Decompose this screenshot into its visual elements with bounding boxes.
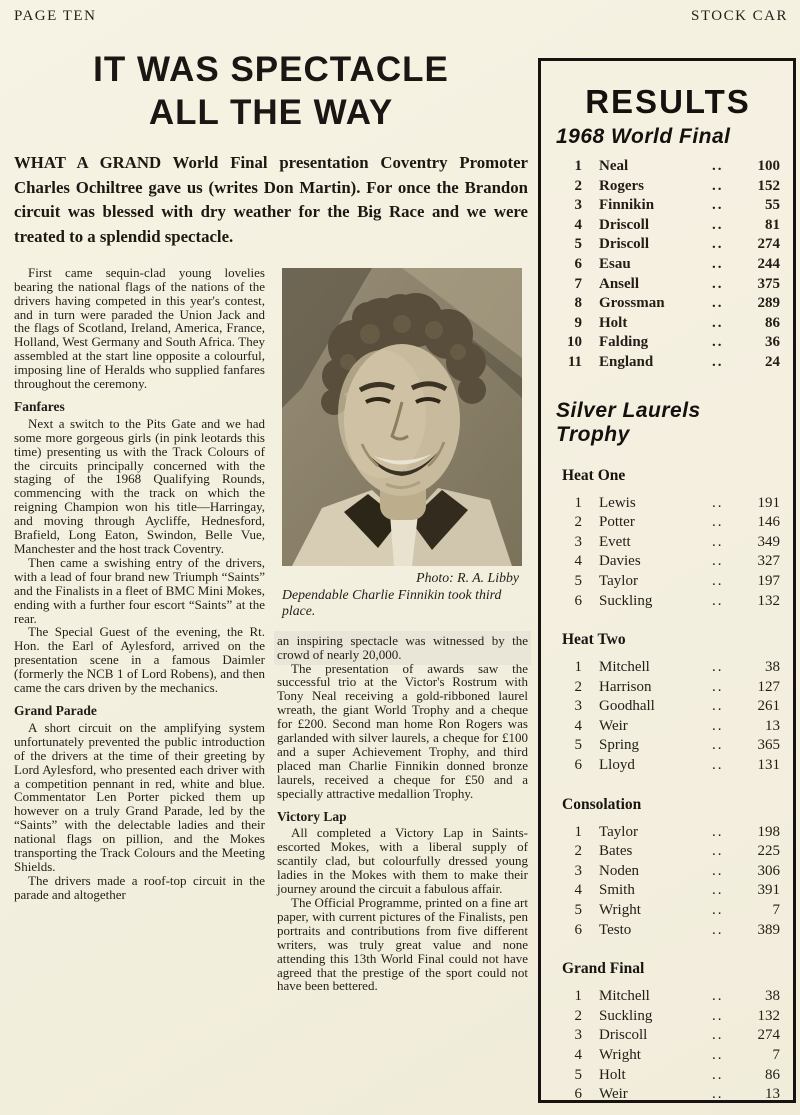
result-row: [560, 987, 780, 1007]
result-position: 4: [574, 882, 582, 899]
result-row: [560, 823, 780, 843]
heat-one-heading: Heat One: [562, 466, 626, 484]
article: [14, 38, 528, 993]
article-paragraph: A short circuit on the amplifying system unfortunately prevented the public introduction of the drivers at the time of their greeting by Lord Aylesford, who presented each driver with a competition pennant in red, white and blue. Commentator Len Porter picked them up however on a truly Grand Parade, led by the “Saints” with the delectable ladies and their national flags on pillion, and the Mokes transporting the Track Colours and the Meeting Shields.: [14, 719, 265, 874]
result-number: 7: [772, 1047, 780, 1063]
result-row: [560, 196, 780, 216]
leader-dots: ..: [712, 882, 724, 899]
result-number: 146: [757, 514, 780, 531]
leader-dots: ..: [712, 158, 724, 174]
result-driver: Wright: [599, 1047, 641, 1063]
article-headline: [14, 48, 528, 134]
result-row: [560, 235, 780, 255]
result-position: 6: [574, 592, 582, 609]
article-paragraph: an inspiring spectacle was witnessed by the crowd of nearly 20,000.: [277, 632, 528, 662]
result-driver: England: [599, 353, 654, 370]
result-driver: Driscoll: [599, 1027, 648, 1044]
result-driver: Taylor: [599, 572, 638, 589]
result-position: 4: [574, 553, 582, 570]
photo-caption: Dependable Charlie Finnikin took third place.: [282, 586, 502, 619]
article-paragraph: Fanfares: [14, 398, 65, 414]
result-driver: Taylor: [599, 823, 638, 840]
result-number: 365: [757, 737, 780, 754]
result-number: 391: [757, 882, 780, 899]
photo-credit: Photo: R. A. Libby: [416, 569, 519, 585]
result-driver: Neal: [599, 158, 629, 174]
result-position: 3: [574, 1027, 582, 1044]
result-row: [560, 1085, 780, 1105]
leader-dots: ..: [712, 1086, 724, 1103]
result-number: 36: [765, 334, 780, 351]
result-row: [560, 533, 780, 553]
result-driver: Suckling: [599, 592, 653, 609]
heat-one-table: [560, 494, 780, 612]
result-driver: Driscoll: [599, 216, 649, 233]
result-number: 327: [757, 553, 780, 570]
result-row: [560, 842, 780, 862]
leader-dots: ..: [712, 533, 724, 550]
left-column: [14, 266, 265, 994]
leader-dots: ..: [712, 921, 724, 938]
result-position: 1: [574, 823, 582, 840]
result-position: 2: [574, 1007, 582, 1024]
leader-dots: ..: [712, 177, 724, 194]
result-row: [560, 314, 780, 334]
result-driver: Noden: [599, 862, 639, 879]
result-number: 191: [757, 494, 780, 511]
result-driver: Davies: [599, 553, 641, 570]
result-row: [560, 862, 780, 882]
result-driver: Evett: [599, 533, 631, 550]
result-number: 81: [765, 216, 780, 233]
leader-dots: ..: [712, 334, 724, 351]
result-number: 86: [765, 1066, 780, 1083]
result-position: 1: [574, 494, 582, 511]
grand-final-heading: Grand Final: [562, 960, 645, 978]
consolation-heading: Consolation: [562, 795, 642, 813]
result-driver: Weir: [599, 717, 628, 734]
result-number: 261: [757, 698, 780, 715]
article-paragraph: The Official Programme, printed on a fine art paper, with current pictures of the Finalists, pen portraits and contributions from five different writers, was truly great value and none attending this 13th World Final could not have agreed that the prestige of the sport could not have been bettered.: [277, 895, 528, 994]
results-title: RESULTS: [585, 83, 751, 120]
result-position: 3: [574, 533, 582, 550]
result-position: 3: [574, 197, 582, 214]
result-number: 375: [757, 275, 780, 292]
result-position: 8: [574, 295, 582, 312]
leader-dots: ..: [712, 843, 724, 860]
publication-name: STOCK CAR: [691, 8, 788, 24]
result-position: 6: [574, 255, 582, 272]
world-final-table: [560, 157, 780, 373]
result-row: [560, 294, 780, 314]
leader-dots: ..: [712, 197, 724, 214]
result-row: [560, 901, 780, 921]
result-row: [560, 177, 780, 197]
result-position: 5: [574, 902, 582, 919]
leader-dots: ..: [712, 514, 724, 531]
leader-dots: ..: [712, 1027, 724, 1044]
result-number: 274: [757, 236, 780, 253]
result-number: 349: [757, 533, 780, 550]
leader-dots: ..: [712, 255, 724, 272]
result-position: 4: [574, 717, 582, 734]
heat-two-heading: Heat Two: [562, 631, 626, 649]
grand-final-table: [560, 987, 780, 1105]
leader-dots: ..: [712, 236, 724, 253]
leader-dots: ..: [712, 353, 724, 370]
article-columns: [14, 266, 528, 994]
result-number: 24: [765, 353, 780, 370]
result-number: 152: [757, 177, 780, 194]
leader-dots: ..: [712, 216, 724, 233]
result-row: [560, 275, 780, 295]
result-row: [560, 697, 780, 717]
result-position: 4: [574, 1047, 582, 1063]
result-position: 5: [574, 737, 582, 754]
leader-dots: ..: [712, 862, 724, 879]
result-driver: Falding: [599, 334, 649, 351]
silver-laurels-heading: Silver Laurels Trophy: [556, 398, 701, 446]
result-number: 100: [757, 158, 780, 174]
result-row: [560, 678, 780, 698]
article-paragraph: The Special Guest of the evening, the Rt. Hon. the Earl of Aylesford, arrived on the presentation scene in a famous Daimler (formerly the NCB 1 of Lord Robens), and then came the cars driven by the mechanics.: [14, 624, 265, 696]
leader-dots: ..: [712, 717, 724, 734]
result-row: [560, 513, 780, 533]
result-driver: Holt: [599, 1066, 626, 1083]
result-row: [560, 881, 780, 901]
result-row: [560, 333, 780, 353]
article-paragraph: Victory Lap: [277, 808, 347, 824]
result-number: 198: [757, 823, 780, 840]
headline-line-1: IT WAS SPECTACLE: [93, 50, 449, 89]
result-row: [560, 756, 780, 776]
result-driver: Mitchell: [599, 988, 650, 1005]
result-position: 5: [574, 1066, 582, 1083]
masthead: [14, 8, 788, 25]
result-driver: Testo: [599, 921, 632, 938]
result-position: 7: [574, 275, 582, 292]
result-row: [560, 736, 780, 756]
result-number: 132: [757, 1007, 780, 1024]
leader-dots: ..: [712, 737, 724, 754]
result-row: [560, 353, 780, 373]
leader-dots: ..: [712, 757, 724, 774]
result-row: [560, 216, 780, 236]
leader-dots: ..: [712, 1007, 724, 1024]
result-position: 4: [574, 216, 582, 233]
result-driver: Bates: [599, 843, 633, 860]
leader-dots: ..: [712, 572, 724, 589]
result-number: 274: [757, 1027, 780, 1044]
result-number: 131: [757, 757, 780, 774]
result-row: [560, 921, 780, 941]
article-paragraph: Then came a swishing entry of the drivers, with a lead of four brand new Triumph “Saints” and the Finalists in a fleet of BMC Mini Mokes, ending with a further four escort “Saints” at the rear.: [14, 554, 265, 626]
result-number: 225: [757, 843, 780, 860]
result-driver: Weir: [599, 1086, 628, 1103]
results-box: [538, 58, 796, 1103]
result-number: 132: [757, 592, 780, 609]
leader-dots: ..: [712, 553, 724, 570]
result-row: [560, 572, 780, 592]
result-position: 5: [574, 236, 582, 253]
result-driver: Wright: [599, 902, 641, 919]
leader-dots: ..: [712, 678, 724, 695]
leader-dots: ..: [712, 823, 724, 840]
result-position: 10: [567, 334, 582, 351]
article-intro: WHAT A GRAND World Final presentation Coventry Promoter Charles Ochiltree gave us (writes Don Martin). For once the Brandon circuit was blessed with dry weather for the Big Race and we were treated to a splendid spectacle.: [14, 153, 528, 246]
article-paragraph: The presentation of awards saw the successful trio at the Victor's Rostrum with Tony Neal receiving a gold-ribboned laurel wreath, the giant World Trophy and a cheque for £200. Second man home Ron Rogers was garlanded with silver laurels, a cheque for £100 and a super Achievement Trophy, and third placed man Charlie Finnikin donned bronze laurels, received a cheque for £50 and a specially attractive medallion Trophy.: [277, 660, 528, 801]
result-position: 2: [574, 514, 582, 531]
leader-dots: ..: [712, 698, 724, 715]
result-number: 127: [757, 678, 780, 695]
middle-column-text: [277, 634, 528, 994]
result-number: 13: [765, 1086, 780, 1103]
result-driver: Finnikin: [599, 197, 655, 214]
world-final-heading: 1968 World Final: [556, 125, 731, 148]
leader-dots: ..: [712, 659, 724, 676]
result-row: [560, 494, 780, 514]
result-number: 86: [765, 314, 780, 331]
leader-dots: ..: [712, 275, 724, 292]
heat-two-table: [560, 658, 780, 776]
result-driver: Mitchell: [599, 659, 650, 676]
article-paragraph: First came sequin-clad young lovelies bearing the national flags of the nations of the drivers having competed in this year's contest, and in turn were paraded the Union Jack and the flags of Scotland, Ireland, America, France, Holland, West Germany and South Africa. They assembled at the start line opposite a colourful, imposing line of Heralds who supplied fanfares throughout the ceremony.: [14, 264, 265, 392]
article-paragraph: Next a switch to the Pits Gate and we had some more gorgeous girls (in pink leotards this time) presenting us with the Track Colours of the circuits principally concerned with the staging of the 1968 Qualifying Rounds, commencing with the track on which the reigning Champion won his title—Harringay, and moving through Aycliffe, Hednesford, Brafield, Long Eaton, Swindon, Belle Vue, Manchester and the host track Coventry.: [14, 415, 265, 557]
result-driver: Ansell: [599, 275, 640, 292]
result-number: 306: [757, 862, 780, 879]
result-number: 38: [765, 659, 780, 676]
leader-dots: ..: [712, 494, 724, 511]
result-row: [560, 717, 780, 737]
result-number: 289: [757, 295, 780, 312]
leader-dots: ..: [712, 988, 724, 1005]
result-driver: Lloyd: [599, 757, 635, 774]
result-driver: Smith: [599, 882, 635, 899]
result-position: 9: [574, 314, 582, 331]
result-driver: Holt: [599, 314, 628, 331]
result-position: 2: [574, 678, 582, 695]
consolation-table: [560, 823, 780, 941]
result-position: 11: [567, 353, 582, 370]
result-position: 6: [574, 921, 582, 938]
result-row: [560, 658, 780, 678]
result-number: 55: [765, 197, 780, 214]
result-row: [560, 1007, 780, 1027]
result-row: [560, 1026, 780, 1046]
result-driver: Suckling: [599, 1007, 653, 1024]
result-driver: Rogers: [599, 177, 644, 194]
result-driver: Grossman: [599, 295, 665, 312]
leader-dots: ..: [712, 902, 724, 919]
page-number: PAGE TEN: [14, 8, 97, 24]
article-paragraph: Grand Parade: [14, 702, 97, 718]
headline-line-2: ALL THE WAY: [148, 93, 394, 132]
leader-dots: ..: [712, 592, 724, 609]
leader-dots: ..: [712, 1066, 724, 1083]
result-position: 2: [574, 843, 582, 860]
leader-dots: ..: [712, 1047, 724, 1063]
result-number: 197: [757, 572, 780, 589]
result-position: 2: [574, 177, 582, 194]
result-driver: Esau: [599, 255, 631, 272]
result-row: [560, 255, 780, 275]
result-position: 1: [574, 659, 582, 676]
result-row: [560, 157, 780, 177]
result-driver: Spring: [599, 737, 640, 754]
result-position: 6: [574, 757, 582, 774]
result-driver: Goodhall: [599, 698, 655, 715]
result-number: 389: [757, 921, 780, 938]
result-number: 13: [765, 717, 780, 734]
leader-dots: ..: [712, 295, 724, 312]
result-position: 3: [574, 862, 582, 879]
result-driver: Potter: [599, 514, 635, 531]
result-row: [560, 552, 780, 572]
middle-column: [277, 266, 528, 994]
result-number: 7: [772, 902, 780, 919]
result-number: 38: [765, 988, 780, 1005]
result-position: 6: [574, 1086, 582, 1103]
result-position: 5: [574, 572, 582, 589]
result-position: 1: [574, 158, 582, 174]
photo-charlie-finnikin: [282, 268, 522, 566]
leader-dots: ..: [712, 314, 724, 331]
photo-block: [282, 268, 525, 620]
result-row: [560, 592, 780, 612]
result-driver: Harrison: [599, 678, 652, 695]
result-position: 3: [574, 698, 582, 715]
result-row: [560, 1046, 780, 1066]
result-number: 244: [757, 255, 780, 272]
result-row: [560, 1066, 780, 1086]
article-paragraph: All completed a Victory Lap in Saints-escorted Mokes, with a liberal supply of scantily clad, but colourfully dressed young ladies in the Mokes with them to make their journey around the circuit a fabulous affair.: [277, 825, 528, 897]
result-position: 1: [574, 988, 582, 1005]
result-driver: Driscoll: [599, 236, 649, 253]
article-paragraph: The drivers made a roof-top circuit in the parade and altogether: [14, 872, 265, 902]
result-driver: Lewis: [599, 494, 636, 511]
